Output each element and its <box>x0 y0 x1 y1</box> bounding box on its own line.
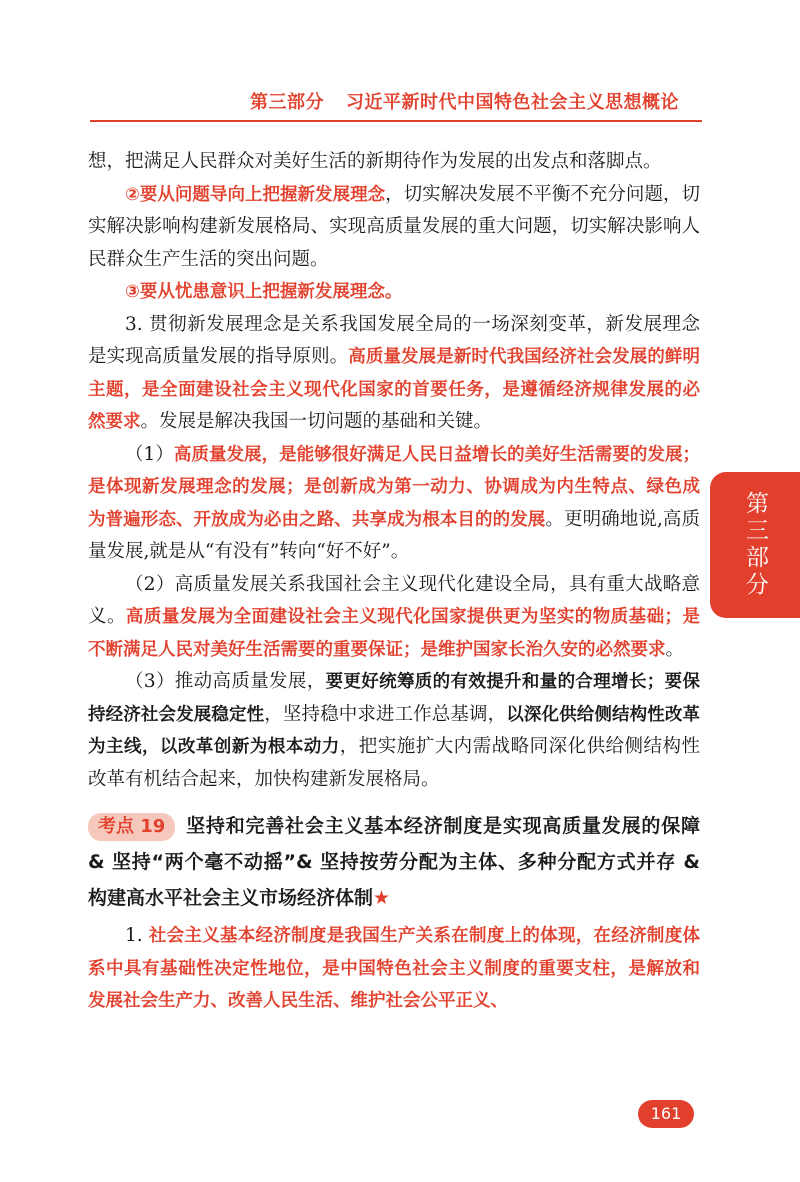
section-side-tab: 第三部分 <box>710 472 800 618</box>
paragraph-4: 3. 贯彻新发展理念是关系我国发展全局的一场深刻变革，新发展理念是实现高质量发展的指导原则。高质量发展是新时代我国经济社会发展的鲜明主题，是全面建设社会主义现代化国家的首要任务，是遵循经济规律发展的必然要求。发展是解决我国一切问题的基础和关键。 <box>88 313 700 432</box>
kaodian-badge: 考点 19 <box>88 813 175 841</box>
paragraph-3: ③要从忧患意识上把握新发展理念。 <box>125 282 403 302</box>
page-number: 161 <box>638 1100 694 1128</box>
paragraph-1: 想，把满足人民群众对美好生活的新期待作为发展的出发点和落脚点。 <box>88 151 662 172</box>
paragraph-6: （2）高质量发展关系我国社会主义现代化建设全局，具有重大战略意义。高质量发展为全面建设社会主义现代化国家提供更为坚实的物质基础；是不断满足人民对美好生活需要的重要保证；是维护国家长治久安的必然要求。 <box>88 573 700 660</box>
kaodian-heading <box>88 808 700 916</box>
paragraph-8: 1. 社会主义基本经济制度是我国生产关系在制度上的体现，在经济制度体系中具有基础性决定性地位，是中国特色社会主义制度的重要支柱，是解放和发展社会生产力、改善人民生活、维护社会公平正义、 <box>88 925 700 1011</box>
header-title: 习近平新时代中国特色社会主义思想概论 <box>346 92 679 113</box>
paragraph-5: （1）高质量发展，是能够很好满足人民日益增长的美好生活需要的发展；是体现新发展理念的发展；是创新成为第一动力、协调成为内生特点、绿色成为普遍形态、开放成为必由之路、共享成为根本目的的发展。更明确地说,高质量发展,就是从“有没有”转向“好不好”。 <box>88 443 701 562</box>
header-part: 第三部分 <box>250 92 324 113</box>
running-header <box>250 88 700 114</box>
header-rule <box>90 120 702 122</box>
kaodian-title: 坚持和完善社会主义基本经济制度是实现高质量发展的保障 & 坚持“两个毫不动摇”& 坚持按劳分配为主体、多种分配方式并存 & 构建高水平社会主义市场经济体制 <box>88 815 700 909</box>
main-text <box>88 146 700 1018</box>
paragraph-7: （3）推动高质量发展，要更好统筹质的有效提升和量的合理增长；要保持经济社会发展稳定性，坚持稳中求进工作总基调，以深化供给侧结构性改革为主线，以改革创新为根本动力，把实施扩大内需战略同深化供给侧结构性改革有机结合起来，加快构建新发展格局。 <box>88 671 701 790</box>
paragraph-2: ②要从问题导向上把握新发展理念，切实解决发展不平衡不充分问题，切实解决影响构建新发展格局、实现高质量发展的重大问题，切实解决影响人民群众生产生活的突出问题。 <box>88 183 700 270</box>
star-icon: ★ <box>373 887 391 909</box>
